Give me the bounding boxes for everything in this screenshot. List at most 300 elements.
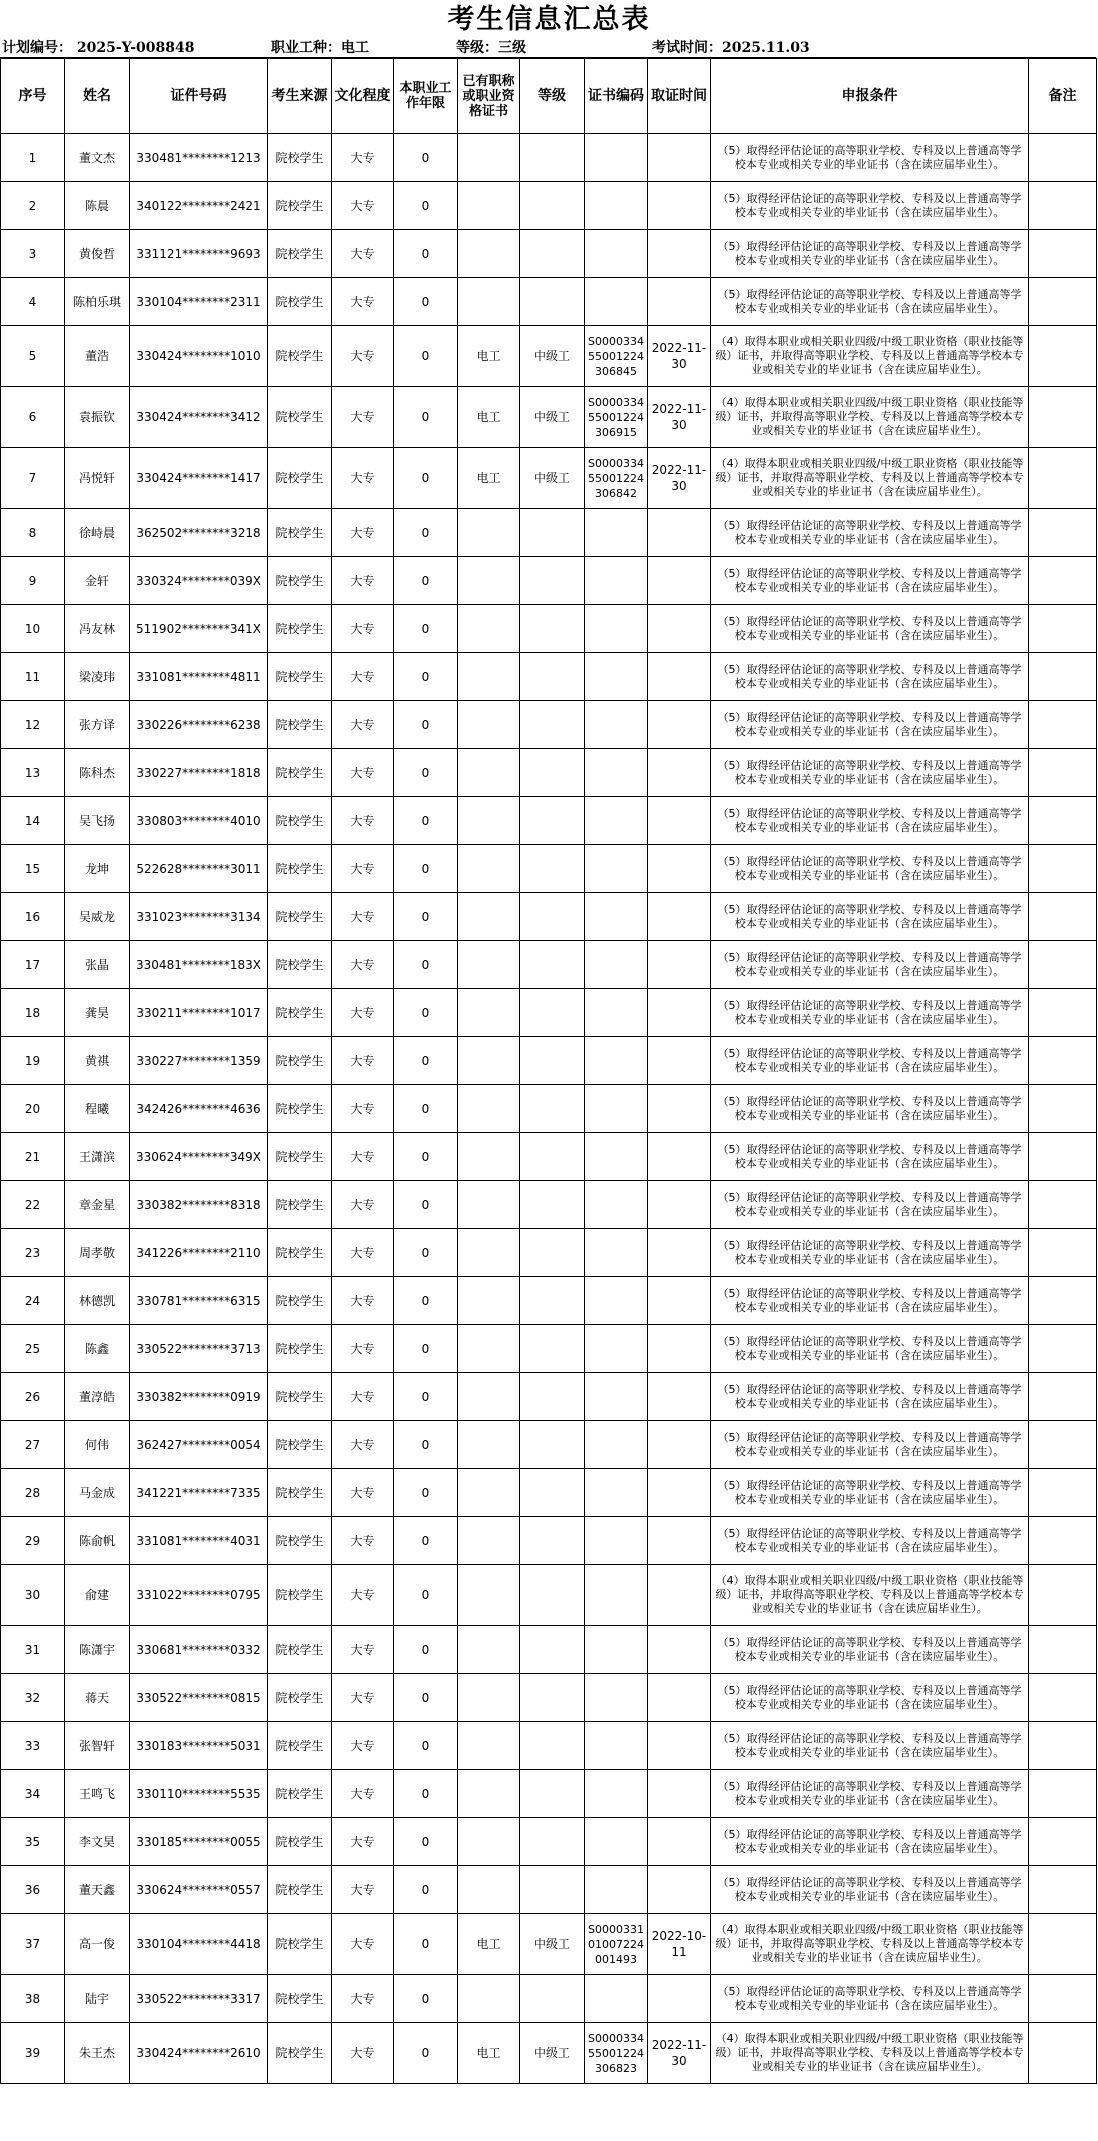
condition-cell: （5）取得经评估论证的高等职业学校、专科及以上普通高等学校本专业或相关专业的毕业证书（含在读应届毕业生）。: [711, 509, 1029, 557]
existing-cert-cell: [458, 893, 520, 941]
name-cell: 蒋天: [65, 1674, 130, 1722]
work-years-cell: 0: [394, 749, 458, 797]
work-years-cell: 0: [394, 278, 458, 326]
work-years-cell: 0: [394, 1818, 458, 1866]
name-cell: 陈科杰: [65, 749, 130, 797]
remark-cell: [1029, 893, 1097, 941]
id-number-cell: 331022********0795: [130, 1565, 268, 1626]
work-years-cell: 0: [394, 1373, 458, 1421]
row-number-cell: 3: [1, 230, 65, 278]
education-cell: 大专: [332, 1866, 394, 1914]
education-cell: 大专: [332, 557, 394, 605]
table-row: [1, 278, 1097, 326]
source-cell: 院校学生: [268, 605, 332, 653]
condition-cell: （4）取得本职业或相关职业四级/中级工职业资格（职业技能等级）证书，并取得高等职业学校、专科及以上普通高等学校本专业或相关专业的毕业证书（含在读应届毕业生）。: [711, 326, 1029, 387]
existing-cert-cell: [458, 1421, 520, 1469]
work-years-cell: 0: [394, 941, 458, 989]
id-number-cell: 330227********1818: [130, 749, 268, 797]
header-cell: 等级: [520, 59, 585, 134]
cert-code-cell: S000033455001224306823: [585, 2023, 648, 2084]
source-cell: 院校学生: [268, 1770, 332, 1818]
row-number-cell: 36: [1, 1866, 65, 1914]
source-cell: 院校学生: [268, 797, 332, 845]
condition-cell: （4）取得本职业或相关职业四级/中级工职业资格（职业技能等级）证书，并取得高等职业学校、专科及以上普通高等学校本专业或相关专业的毕业证书（含在读应届毕业生）。: [711, 387, 1029, 448]
table-row: [1, 1133, 1097, 1181]
work-years-cell: 0: [394, 797, 458, 845]
condition-cell: （5）取得经评估论证的高等职业学校、专科及以上普通高等学校本专业或相关专业的毕业证书（含在读应届毕业生）。: [711, 941, 1029, 989]
row-number-cell: 7: [1, 448, 65, 509]
name-cell: 李文昊: [65, 1818, 130, 1866]
row-number-cell: 6: [1, 387, 65, 448]
cert-code-cell: [585, 182, 648, 230]
education-cell: 大专: [332, 134, 394, 182]
work-years-cell: 0: [394, 1770, 458, 1818]
table-row: [1, 1373, 1097, 1421]
cert-date-cell: [648, 893, 711, 941]
cert-date-cell: [648, 1975, 711, 2023]
work-years-cell: 0: [394, 1085, 458, 1133]
remark-cell: [1029, 1818, 1097, 1866]
existing-cert-cell: [458, 1181, 520, 1229]
remark-cell: [1029, 1517, 1097, 1565]
cert-level-cell: [520, 230, 585, 278]
cert-code-cell: [585, 749, 648, 797]
cert-date-cell: [648, 230, 711, 278]
table-row: [1, 1770, 1097, 1818]
row-number-cell: 12: [1, 701, 65, 749]
education-cell: 大专: [332, 182, 394, 230]
remark-cell: [1029, 1626, 1097, 1674]
row-number-cell: 34: [1, 1770, 65, 1818]
id-number-cell: 330185********0055: [130, 1818, 268, 1866]
work-years-cell: 0: [394, 1626, 458, 1674]
condition-cell: （5）取得经评估论证的高等职业学校、专科及以上普通高等学校本专业或相关专业的毕业证书（含在读应届毕业生）。: [711, 1133, 1029, 1181]
existing-cert-cell: [458, 1277, 520, 1325]
row-number-cell: 35: [1, 1818, 65, 1866]
education-cell: 大专: [332, 1914, 394, 1975]
cert-code-cell: [585, 845, 648, 893]
source-cell: 院校学生: [268, 1722, 332, 1770]
condition-cell: （5）取得经评估论证的高等职业学校、专科及以上普通高等学校本专业或相关专业的毕业证书（含在读应届毕业生）。: [711, 1037, 1029, 1085]
cert-level-cell: [520, 749, 585, 797]
existing-cert-cell: [458, 797, 520, 845]
source-cell: 院校学生: [268, 1373, 332, 1421]
remark-cell: [1029, 230, 1097, 278]
remark-cell: [1029, 326, 1097, 387]
cert-date-cell: [648, 1469, 711, 1517]
cert-level-cell: [520, 1626, 585, 1674]
education-cell: 大专: [332, 893, 394, 941]
condition-cell: （5）取得经评估论证的高等职业学校、专科及以上普通高等学校本专业或相关专业的毕业证书（含在读应届毕业生）。: [711, 893, 1029, 941]
cert-date-cell: [648, 182, 711, 230]
condition-cell: （5）取得经评估论证的高等职业学校、专科及以上普通高等学校本专业或相关专业的毕业证书（含在读应届毕业生）。: [711, 989, 1029, 1037]
cert-date-cell: [648, 1674, 711, 1722]
condition-cell: （5）取得经评估论证的高等职业学校、专科及以上普通高等学校本专业或相关专业的毕业证书（含在读应届毕业生）。: [711, 1866, 1029, 1914]
education-cell: 大专: [332, 1277, 394, 1325]
name-cell: 何伟: [65, 1421, 130, 1469]
name-cell: 马金成: [65, 1469, 130, 1517]
work-years-cell: 0: [394, 448, 458, 509]
cert-level-cell: [520, 1469, 585, 1517]
row-number-cell: 19: [1, 1037, 65, 1085]
header-cell: 取证时间: [648, 59, 711, 134]
remark-cell: [1029, 1770, 1097, 1818]
source-cell: 院校学生: [268, 326, 332, 387]
existing-cert-cell: [458, 1722, 520, 1770]
existing-cert-cell: [458, 1469, 520, 1517]
work-years-cell: 0: [394, 326, 458, 387]
remark-cell: [1029, 448, 1097, 509]
id-number-cell: 330424********2610: [130, 2023, 268, 2084]
name-cell: 程曦: [65, 1085, 130, 1133]
name-cell: 龚昊: [65, 989, 130, 1037]
table-row: [1, 509, 1097, 557]
name-cell: 董淳皓: [65, 1373, 130, 1421]
source-cell: 院校学生: [268, 653, 332, 701]
cert-date-cell: [648, 797, 711, 845]
cert-code-cell: [585, 557, 648, 605]
condition-cell: （5）取得经评估论证的高等职业学校、专科及以上普通高等学校本专业或相关专业的毕业证书（含在读应届毕业生）。: [711, 182, 1029, 230]
cert-level-cell: [520, 509, 585, 557]
id-number-cell: 341226********2110: [130, 1229, 268, 1277]
row-number-cell: 22: [1, 1181, 65, 1229]
cert-date-cell: [648, 1229, 711, 1277]
table-row: [1, 1277, 1097, 1325]
remark-cell: [1029, 653, 1097, 701]
cert-date-cell: [648, 509, 711, 557]
condition-cell: （5）取得经评估论证的高等职业学校、专科及以上普通高等学校本专业或相关专业的毕业证书（含在读应届毕业生）。: [711, 1517, 1029, 1565]
id-number-cell: 330382********0919: [130, 1373, 268, 1421]
existing-cert-cell: [458, 1565, 520, 1626]
education-cell: 大专: [332, 1469, 394, 1517]
existing-cert-cell: [458, 605, 520, 653]
work-years-cell: 0: [394, 134, 458, 182]
existing-cert-cell: [458, 1373, 520, 1421]
cert-code-cell: [585, 1517, 648, 1565]
row-number-cell: 30: [1, 1565, 65, 1626]
header-cell: 证书编码: [585, 59, 648, 134]
cert-level-cell: [520, 1085, 585, 1133]
work-years-cell: 0: [394, 1037, 458, 1085]
education-cell: 大专: [332, 749, 394, 797]
row-number-cell: 17: [1, 941, 65, 989]
condition-cell: （5）取得经评估论证的高等职业学校、专科及以上普通高等学校本专业或相关专业的毕业证书（含在读应届毕业生）。: [711, 1085, 1029, 1133]
id-number-cell: 330624********349X: [130, 1133, 268, 1181]
cert-date-cell: 2022-11-30: [648, 2023, 711, 2084]
remark-cell: [1029, 1229, 1097, 1277]
header-cell: 本职业工作年限: [394, 59, 458, 134]
table-row: [1, 1517, 1097, 1565]
header-cell: 文化程度: [332, 59, 394, 134]
condition-cell: （5）取得经评估论证的高等职业学校、专科及以上普通高等学校本专业或相关专业的毕业证书（含在读应届毕业生）。: [711, 1229, 1029, 1277]
education-cell: 大专: [332, 1517, 394, 1565]
cert-code-cell: [585, 701, 648, 749]
source-cell: 院校学生: [268, 1037, 332, 1085]
cert-code-cell: [585, 1770, 648, 1818]
id-number-cell: 331023********3134: [130, 893, 268, 941]
id-number-cell: 522628********3011: [130, 845, 268, 893]
remark-cell: [1029, 182, 1097, 230]
remark-cell: [1029, 941, 1097, 989]
table-row: [1, 1037, 1097, 1085]
condition-cell: （5）取得经评估论证的高等职业学校、专科及以上普通高等学校本专业或相关专业的毕业证书（含在读应届毕业生）。: [711, 230, 1029, 278]
table-row: [1, 1818, 1097, 1866]
source-cell: 院校学生: [268, 1866, 332, 1914]
education-cell: 大专: [332, 1565, 394, 1626]
work-years-cell: 0: [394, 605, 458, 653]
name-cell: 陈晨: [65, 182, 130, 230]
work-years-cell: 0: [394, 230, 458, 278]
source-cell: 院校学生: [268, 749, 332, 797]
existing-cert-cell: [458, 1626, 520, 1674]
education-cell: 大专: [332, 845, 394, 893]
cert-date-cell: [648, 1722, 711, 1770]
page-title: 考生信息汇总表: [447, 4, 651, 35]
education-cell: 大专: [332, 1373, 394, 1421]
cert-code-cell: [585, 1373, 648, 1421]
work-years-cell: 0: [394, 1277, 458, 1325]
existing-cert-cell: 电工: [458, 448, 520, 509]
condition-cell: （4）取得本职业或相关职业四级/中级工职业资格（职业技能等级）证书，并取得高等职业学校、专科及以上普通高等学校本专业或相关专业的毕业证书（含在读应届毕业生）。: [711, 448, 1029, 509]
table-row: [1, 749, 1097, 797]
source-cell: 院校学生: [268, 2023, 332, 2084]
name-cell: 冯悦轩: [65, 448, 130, 509]
condition-cell: （5）取得经评估论证的高等职业学校、专科及以上普通高等学校本专业或相关专业的毕业证书（含在读应届毕业生）。: [711, 1325, 1029, 1373]
work-years-cell: 0: [394, 557, 458, 605]
condition-cell: （5）取得经评估论证的高等职业学校、专科及以上普通高等学校本专业或相关专业的毕业证书（含在读应届毕业生）。: [711, 1818, 1029, 1866]
cert-date-cell: [648, 845, 711, 893]
row-number-cell: 25: [1, 1325, 65, 1373]
name-cell: 张晶: [65, 941, 130, 989]
condition-cell: （5）取得经评估论证的高等职业学校、专科及以上普通高等学校本专业或相关专业的毕业证书（含在读应届毕业生）。: [711, 278, 1029, 326]
id-number-cell: 362427********0054: [130, 1421, 268, 1469]
work-years-cell: 0: [394, 509, 458, 557]
condition-cell: （5）取得经评估论证的高等职业学校、专科及以上普通高等学校本专业或相关专业的毕业证书（含在读应届毕业生）。: [711, 1975, 1029, 2023]
cert-date-cell: [648, 701, 711, 749]
row-number-cell: 27: [1, 1421, 65, 1469]
table-row: [1, 1181, 1097, 1229]
cert-code-cell: [585, 230, 648, 278]
existing-cert-cell: [458, 509, 520, 557]
cert-level-cell: [520, 797, 585, 845]
name-cell: 俞建: [65, 1565, 130, 1626]
row-number-cell: 23: [1, 1229, 65, 1277]
header-cell: 申报条件: [711, 59, 1029, 134]
existing-cert-cell: [458, 1085, 520, 1133]
name-cell: 高一俊: [65, 1914, 130, 1975]
name-cell: 吴威龙: [65, 893, 130, 941]
cert-level-cell: [520, 1517, 585, 1565]
id-number-cell: 342426********4636: [130, 1085, 268, 1133]
name-cell: 林德凯: [65, 1277, 130, 1325]
education-cell: 大专: [332, 1421, 394, 1469]
name-cell: 张智轩: [65, 1722, 130, 1770]
remark-cell: [1029, 134, 1097, 182]
cert-level-cell: [520, 557, 585, 605]
name-cell: 龙坤: [65, 845, 130, 893]
name-cell: 张方译: [65, 701, 130, 749]
id-number-cell: 330211********1017: [130, 989, 268, 1037]
remark-cell: [1029, 1421, 1097, 1469]
condition-cell: （4）取得本职业或相关职业四级/中级工职业资格（职业技能等级）证书，并取得高等职业学校、专科及以上普通高等学校本专业或相关专业的毕业证书（含在读应届毕业生）。: [711, 2023, 1029, 2084]
cert-code-cell: S000033455001224306842: [585, 448, 648, 509]
table-row: [1, 1722, 1097, 1770]
cert-code-cell: S000033455001224306845: [585, 326, 648, 387]
source-cell: 院校学生: [268, 448, 332, 509]
source-cell: 院校学生: [268, 1277, 332, 1325]
source-cell: 院校学生: [268, 509, 332, 557]
remark-cell: [1029, 1722, 1097, 1770]
id-number-cell: 511902********341X: [130, 605, 268, 653]
cert-code-cell: [585, 1469, 648, 1517]
row-number-cell: 15: [1, 845, 65, 893]
work-years-cell: 0: [394, 1914, 458, 1975]
cert-date-cell: [648, 1373, 711, 1421]
cert-level-cell: [520, 941, 585, 989]
remark-cell: [1029, 557, 1097, 605]
cert-level-cell: [520, 1421, 585, 1469]
name-cell: 章金星: [65, 1181, 130, 1229]
table-row: [1, 989, 1097, 1037]
cert-level-cell: [520, 1037, 585, 1085]
remark-cell: [1029, 1373, 1097, 1421]
table-row: [1, 1421, 1097, 1469]
id-number-cell: 330481********183X: [130, 941, 268, 989]
remark-cell: [1029, 278, 1097, 326]
id-number-cell: 330104********2311: [130, 278, 268, 326]
education-cell: 大专: [332, 1133, 394, 1181]
work-years-cell: 0: [394, 1133, 458, 1181]
cert-level-cell: [520, 1674, 585, 1722]
header-cell: 考生来源: [268, 59, 332, 134]
id-number-cell: 330104********4418: [130, 1914, 268, 1975]
row-number-cell: 18: [1, 989, 65, 1037]
condition-cell: （5）取得经评估论证的高等职业学校、专科及以上普通高等学校本专业或相关专业的毕业证书（含在读应届毕业生）。: [711, 749, 1029, 797]
row-number-cell: 33: [1, 1722, 65, 1770]
existing-cert-cell: [458, 989, 520, 1037]
table-row: [1, 387, 1097, 448]
source-cell: 院校学生: [268, 182, 332, 230]
source-cell: 院校学生: [268, 278, 332, 326]
id-number-cell: 330424********3412: [130, 387, 268, 448]
table-row: [1, 797, 1097, 845]
cert-level-cell: [520, 1770, 585, 1818]
cert-code-cell: [585, 1277, 648, 1325]
cert-date-cell: 2022-11-30: [648, 448, 711, 509]
remark-cell: [1029, 845, 1097, 893]
table-row: [1, 182, 1097, 230]
row-number-cell: 38: [1, 1975, 65, 2023]
existing-cert-cell: [458, 1975, 520, 2023]
candidate-table: [0, 58, 1097, 2084]
row-number-cell: 5: [1, 326, 65, 387]
header-cell: 备注: [1029, 59, 1097, 134]
table-row: [1, 2023, 1097, 2084]
cert-level-cell: [520, 845, 585, 893]
table-row: [1, 1866, 1097, 1914]
cert-date-cell: [648, 605, 711, 653]
cert-date-cell: [648, 1626, 711, 1674]
header-cell: 已有职称或职业资格证书: [458, 59, 520, 134]
condition-cell: （5）取得经评估论证的高等职业学校、专科及以上普通高等学校本专业或相关专业的毕业证书（含在读应届毕业生）。: [711, 1674, 1029, 1722]
existing-cert-cell: [458, 941, 520, 989]
exam-time: 考试时间：2025.11.03: [652, 40, 810, 56]
cert-level-cell: 中级工: [520, 326, 585, 387]
remark-cell: [1029, 1277, 1097, 1325]
row-number-cell: 28: [1, 1469, 65, 1517]
id-number-cell: 362502********3218: [130, 509, 268, 557]
row-number-cell: 21: [1, 1133, 65, 1181]
source-cell: 院校学生: [268, 230, 332, 278]
row-number-cell: 16: [1, 893, 65, 941]
cert-date-cell: [648, 1818, 711, 1866]
cert-date-cell: [648, 749, 711, 797]
row-number-cell: 11: [1, 653, 65, 701]
table-row: [1, 1469, 1097, 1517]
work-years-cell: 0: [394, 845, 458, 893]
remark-cell: [1029, 1674, 1097, 1722]
work-years-cell: 0: [394, 1421, 458, 1469]
id-number-cell: 330681********0332: [130, 1626, 268, 1674]
education-cell: 大专: [332, 1626, 394, 1674]
cert-code-cell: [585, 1133, 648, 1181]
row-number-cell: 2: [1, 182, 65, 230]
cert-level-cell: [520, 1565, 585, 1626]
existing-cert-cell: [458, 1037, 520, 1085]
row-number-cell: 8: [1, 509, 65, 557]
remark-cell: [1029, 989, 1097, 1037]
table-row: [1, 845, 1097, 893]
row-number-cell: 29: [1, 1517, 65, 1565]
condition-cell: （5）取得经评估论证的高等职业学校、专科及以上普通高等学校本专业或相关专业的毕业证书（含在读应届毕业生）。: [711, 701, 1029, 749]
education-cell: 大专: [332, 653, 394, 701]
education-cell: 大专: [332, 2023, 394, 2084]
table-row: [1, 1325, 1097, 1373]
header-cell: 序号: [1, 59, 65, 134]
existing-cert-cell: [458, 701, 520, 749]
name-cell: 陈俞帆: [65, 1517, 130, 1565]
existing-cert-cell: [458, 845, 520, 893]
cert-code-cell: [585, 1722, 648, 1770]
table-row: [1, 1229, 1097, 1277]
name-cell: 王潇滨: [65, 1133, 130, 1181]
remark-cell: [1029, 1325, 1097, 1373]
remark-cell: [1029, 1037, 1097, 1085]
id-number-cell: 330424********1417: [130, 448, 268, 509]
source-cell: 院校学生: [268, 1325, 332, 1373]
condition-cell: （5）取得经评估论证的高等职业学校、专科及以上普通高等学校本专业或相关专业的毕业证书（含在读应届毕业生）。: [711, 845, 1029, 893]
cert-level-cell: [520, 1866, 585, 1914]
cert-date-cell: [648, 1866, 711, 1914]
cert-date-cell: [648, 1133, 711, 1181]
name-cell: 徐峙晨: [65, 509, 130, 557]
education-cell: 大专: [332, 1818, 394, 1866]
education-cell: 大专: [332, 1037, 394, 1085]
remark-cell: [1029, 605, 1097, 653]
name-cell: 朱王杰: [65, 2023, 130, 2084]
condition-cell: （5）取得经评估论证的高等职业学校、专科及以上普通高等学校本专业或相关专业的毕业证书（含在读应届毕业生）。: [711, 557, 1029, 605]
table-row: [1, 1914, 1097, 1975]
id-number-cell: 330110********5535: [130, 1770, 268, 1818]
remark-cell: [1029, 1133, 1097, 1181]
existing-cert-cell: 电工: [458, 2023, 520, 2084]
cert-code-cell: [585, 1229, 648, 1277]
existing-cert-cell: [458, 1866, 520, 1914]
cert-level-cell: [520, 1325, 585, 1373]
existing-cert-cell: 电工: [458, 387, 520, 448]
cert-date-cell: 2022-11-30: [648, 387, 711, 448]
existing-cert-cell: [458, 278, 520, 326]
